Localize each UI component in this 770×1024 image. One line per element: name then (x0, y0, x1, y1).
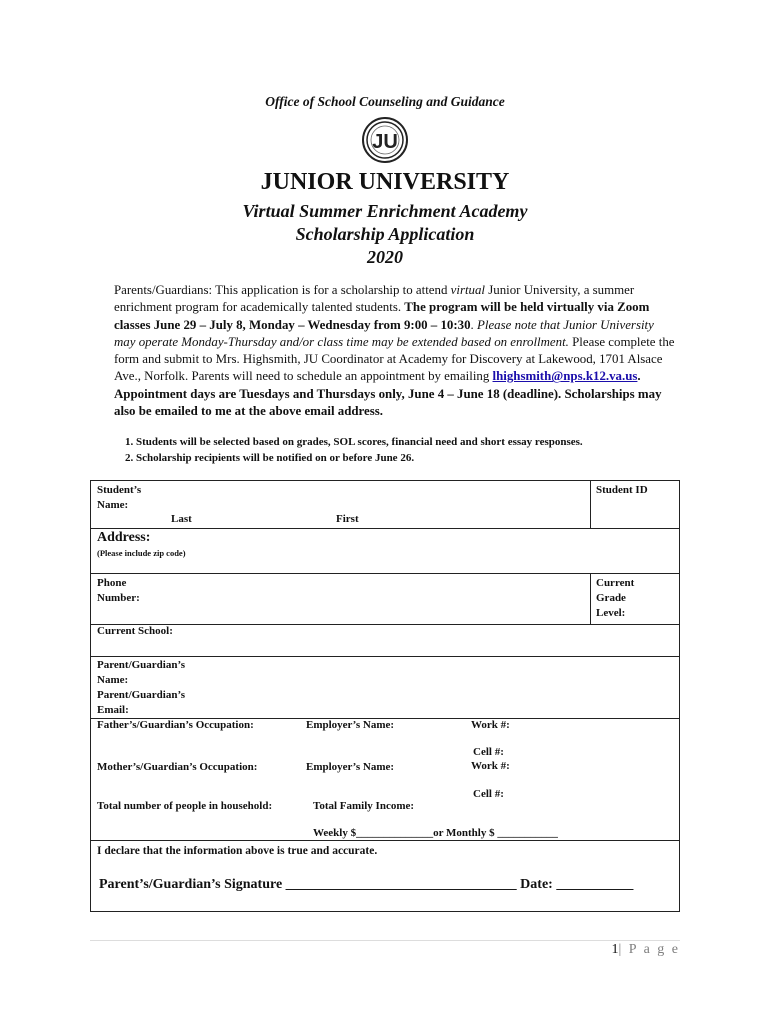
logo-text: JU (372, 131, 398, 153)
declaration-text: I declare that the information above is true and accurate. (97, 845, 378, 857)
last-name-label: Last (171, 513, 192, 525)
rule-item: 2. Scholarship recipients will be notified on or before June 26. (136, 450, 696, 466)
subtitle-year: 2020 (367, 247, 403, 267)
father-work-phone-label: Work #: (471, 719, 510, 731)
mother-cell-label: Cell #: (473, 788, 504, 800)
income-amount-line: Weekly $______________or Monthly $ ___________ (313, 827, 558, 839)
subtitle-academy: Virtual Summer Enrichment Academy (242, 201, 528, 221)
parent-email-label: Parent/Guardian’s Email: (97, 689, 186, 716)
current-school-label: Current School: (97, 625, 173, 637)
first-name-label: First (336, 513, 359, 525)
coordinator-email-link[interactable]: lhighsmith@nps.k12.va.us (492, 369, 638, 384)
student-id-label: Student ID (596, 484, 648, 496)
subtitle-application: Scholarship Application (295, 224, 475, 244)
signature-date-line: Parent’s/Guardian’s Signature _________________________________ Date: ___________ (99, 877, 634, 892)
mother-work-phone-label: Work #: (471, 760, 510, 772)
rule-item: 1. Students will be selected based on grades, SOL scores, financial need and short essay responses. (136, 434, 696, 450)
ju-logo (362, 117, 408, 163)
father-occupation-label: Father’s/Guardian’s Occupation: (97, 719, 254, 731)
subtitle-block (0, 200, 770, 269)
rules-list (114, 434, 696, 466)
student-name-label: Student’s Name: (97, 484, 142, 511)
intro-text-3: . (470, 317, 477, 332)
intro-appointment-days: . Appointment days are Tuesdays and Thursdays only, June 4 – June 18 (deadline). Scholarships may also be emailed to me at the above email address. (114, 369, 662, 419)
grade-level-label: Current Grade Level: (596, 577, 635, 619)
footer-divider (90, 940, 680, 941)
phone-label: Phone Number: (97, 577, 140, 604)
mother-employer-label: Employer’s Name: (306, 761, 395, 773)
page-number-value: 1 (611, 942, 619, 957)
intro-virtual: virtual (450, 283, 486, 297)
intro-program-dates: The program will be held virtually via Zoom classes June 29 – July 8, Monday – Wednesday from 9:00 – 10:30 (114, 300, 650, 332)
family-income-label: Total Family Income: (313, 800, 415, 812)
intro-paragraph (114, 282, 676, 420)
mother-occupation-label: Mother’s/Guardian’s Occupation: (97, 761, 258, 773)
address-label: Address: (97, 530, 151, 545)
page-number (560, 942, 680, 958)
father-employer-label: Employer’s Name: (306, 719, 395, 731)
parent-name-label: Parent/Guardian’s Name: (97, 659, 186, 686)
intro-note: Please note that Junior University may operate Monday-Thursday and/or class time may be extended based on enrollment. (114, 317, 654, 349)
household-size-label: Total number of people in household: (97, 800, 273, 812)
page-word: | P a g e (618, 942, 680, 957)
page-title: JUNIOR UNIVERSITY (260, 169, 510, 195)
intro-text-1: Parents/Guardians: This application is for a scholarship to attend (114, 283, 451, 297)
office-heading: Office of School Counseling and Guidance (265, 94, 505, 109)
application-form (90, 480, 680, 912)
intro-text-4: Please complete the form and submit to Mrs. Highsmith, JU Coordinator at Academy for Discovery at Lakewood, 1701 Alsace Ave., Norfolk. Parents will need to schedule an appointment by emailing (114, 334, 675, 384)
intro-text-2: Junior University, a summer enrichment program for academically talented students. (114, 283, 635, 315)
address-hint: (Please include zip code) (97, 548, 186, 558)
father-cell-label: Cell #: (473, 746, 504, 758)
